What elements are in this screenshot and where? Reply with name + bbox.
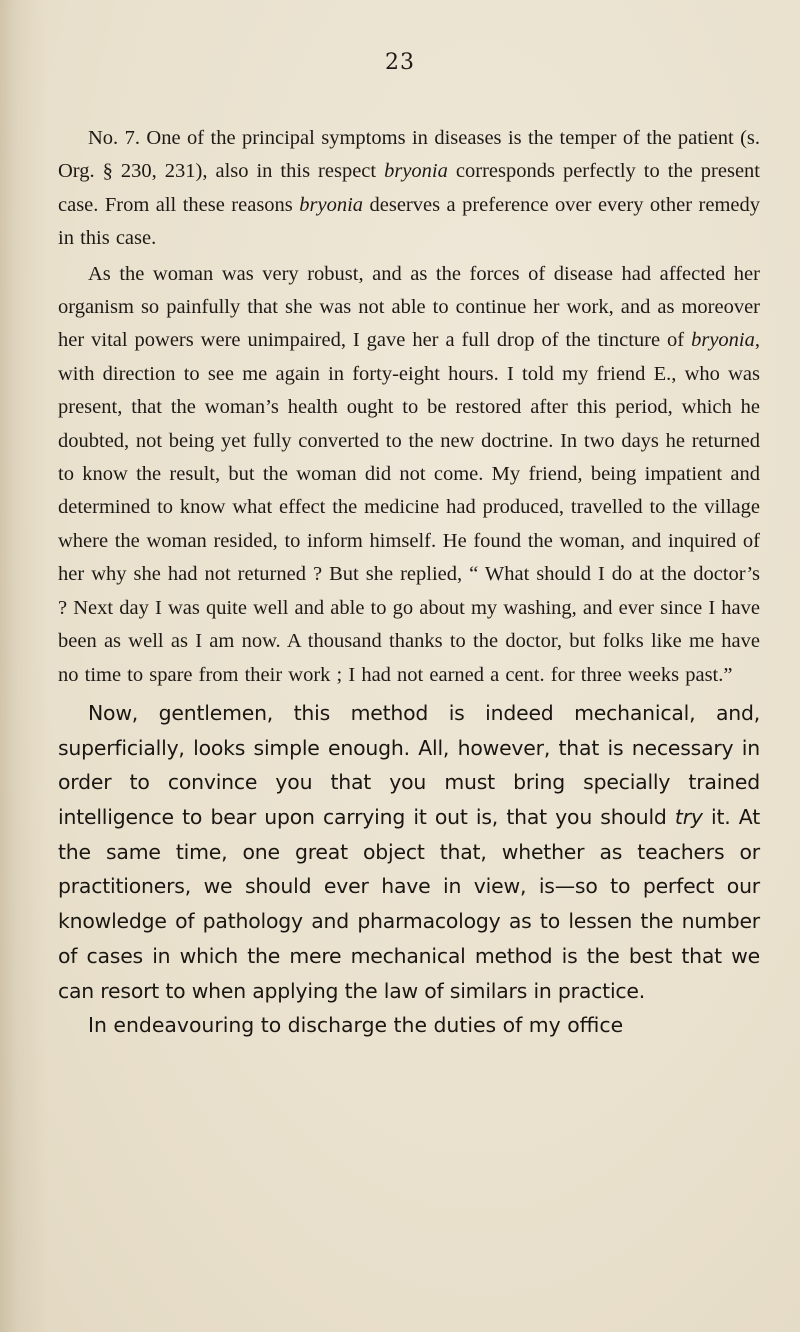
remedy-name: bryonia	[384, 160, 448, 183]
page-number: 23	[385, 50, 415, 75]
body-text	[58, 122, 760, 1043]
paragraph-lecture: Now, gentlemen, this method is indeed mechanical, and, superficially, looks simple enough. All, however, that is necessary in order to convince you that you must bring specially trained intelligence to bear upon carrying it out is, that you should try it. At the same time, one great object that, whether as teachers or practitioners, we should ever have in view, is—so to perfect our knowledge of pathology and pharmacology as to lessen the number of cases in which the mere mechanical method is the best that we can resort to when applying the law of similars in practice.	[58, 700, 760, 1003]
paragraph-symptoms: No. 7. One of the principal symptoms in diseases is the temper of the patient (s. Org. § 230, 231), also in this respect bryonia corresponds perfectly to the present case. From all these reasons bryonia deserves a preference over every other remedy in this case.	[58, 127, 760, 250]
remedy-name: bryonia	[691, 329, 755, 352]
paragraph-case-report: As the woman was very robust, and as the forces of disease had affected her organism so painfully that she was not able to continue her work, and as moreover her vital powers were unimpaired, I gave her a full drop of the tincture of bryonia, with direction to see me again in forty-eight hours. I told my friend E., who was present, that the woman’s health ought to be restored after this period, which he doubted, not being yet fully converted to the new doctrine. In two days he returned to know the result, but the woman did not come. My friend, being impatient and determined to know what effect the medicine had produced, travelled to the village where the woman resided, to inform himself. He found the woman, and inquired of her why she had not returned ? But she replied, “ What should I do at the doctor’s ? Next day I was quite well and able to go about my washing, and ever since I have been as well as I am now. A thousand thanks to the doctor, but folks like me have no time to spare from their work ; I had not earned a cent. for three weeks past.”	[58, 262, 760, 686]
emphasis-word: try	[674, 805, 703, 830]
remedy-name: bryonia	[299, 193, 364, 216]
paragraph-continued: In endeavouring to discharge the duties of my office	[88, 1013, 624, 1038]
